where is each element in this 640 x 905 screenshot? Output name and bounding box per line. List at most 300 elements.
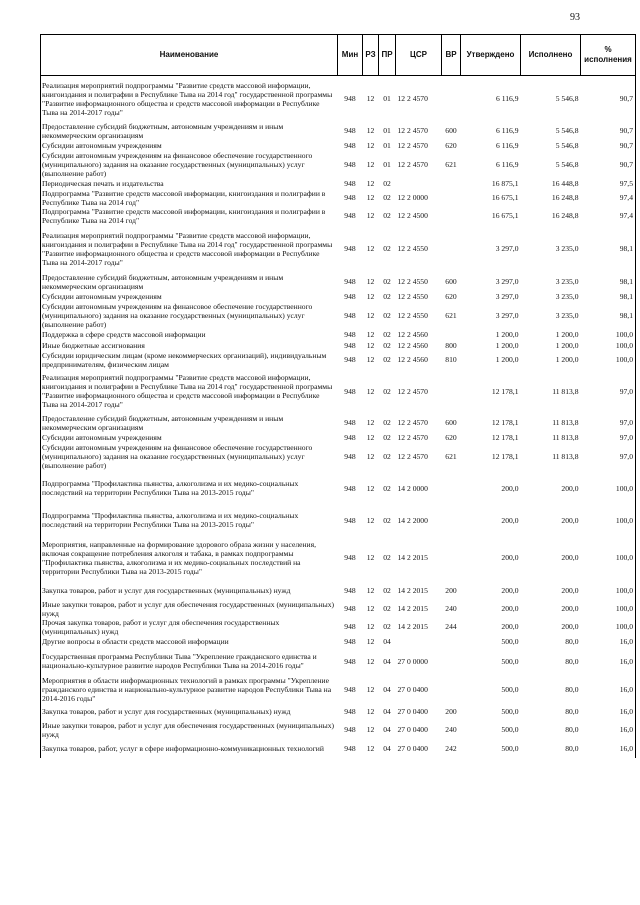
row-rz-cell: 12 [366,432,375,442]
row-executed-cell: 5 546,8 [555,159,579,169]
row-approved-cell: 6 116,9 [496,94,519,104]
row-approved-cell: 6 116,9 [496,126,519,135]
row-vr-cell [442,207,461,225]
row-pr-cell: 01 [383,94,391,104]
row-executed-cell: 200,0 [561,586,579,595]
row-approved-cell: 6 116,9 [496,159,519,169]
budget-table [40,34,636,758]
table-row [41,414,636,432]
row-pct-cell: 97,0 [581,443,636,470]
row-executed-cell: 11 813,8 [552,432,579,442]
col-pct-header: % исполнения [581,35,636,76]
row-pct-cell: 97,0 [581,369,636,414]
row-pct-cell: 16,0 [581,721,636,739]
row-rz-cell: 12 [366,604,375,613]
row-executed-cell: 3 235,0 [555,291,579,301]
row-csr-cell: 12 2 4570 [397,126,428,135]
row-name-cell: Субсидии автономным учреждениям [41,140,338,151]
table-body [41,76,636,758]
row-rz-cell: 12 [366,355,375,364]
row-name-cell: Закупка товаров, работ и услуг для государственных (муниципальных) нужд [41,582,338,600]
table-row [41,273,636,291]
row-pr-cell: 01 [383,140,391,150]
row-pct-cell: 16,0 [581,703,636,721]
row-executed-cell: 200,0 [561,604,579,613]
row-pct-cell: 100,0 [581,470,636,507]
row-rz-cell: 12 [366,483,375,493]
row-name-cell: Предоставление субсидий бюджетным, автономным учреждениям и иным некоммерческим организациям [41,414,338,432]
row-approved-cell: 500,0 [501,684,519,694]
row-name-cell: Другие вопросы в области средств массовой информации [41,636,338,647]
col-approved-header: Утверждено [461,35,521,76]
row-approved-cell: 16 675,1 [491,211,519,220]
row-name-cell: Прочая закупка товаров, работ и услуг для обеспечения государственных (муниципальных) нужд [41,618,338,636]
row-vr-cell: 200 [445,707,457,716]
row-vr-cell [442,534,461,582]
row-csr-cell: 12 2 4550 [397,244,428,253]
row-name-cell: Предоставление субсидий бюджетным, автономным учреждениям и иным некоммерческим организациям [41,122,338,140]
row-min-cell: 948 [344,622,356,631]
row-pct-cell: 98,1 [581,291,636,302]
row-pct-cell: 100,0 [581,340,636,351]
page-number: 93 [570,12,580,23]
row-rz-cell: 12 [366,178,375,188]
row-executed-cell: 11 813,8 [552,418,579,427]
row-vr-cell: 620 [445,291,457,301]
row-pr-cell: 02 [383,553,391,562]
row-executed-cell: 3 235,0 [555,277,579,286]
table-row [41,443,636,470]
row-rz-cell: 12 [366,515,375,525]
row-pr-cell: 01 [383,159,391,169]
row-approved-cell: 200,0 [501,515,519,525]
row-rz-cell: 12 [366,725,375,734]
row-rz-cell: 12 [366,126,375,135]
row-pct-cell: 100,0 [581,600,636,618]
row-name-cell: Подпрограмма "Развитие средств массовой информации, книгоиздания и полиграфии в Республике Тыва на 2014 год" [41,207,338,225]
row-name-cell: Закупка товаров, работ и услуг для государственных (муниципальных) нужд [41,703,338,721]
row-vr-cell [442,470,461,507]
row-min-cell: 948 [344,277,356,286]
table-row [41,76,636,122]
row-pr-cell: 04 [383,636,391,646]
table-row [41,207,636,225]
row-pr-cell: 01 [383,126,391,135]
row-pct-cell: 97,4 [581,189,636,207]
row-min-cell: 948 [344,159,356,169]
table-row [41,369,636,414]
row-pr-cell: 02 [383,386,391,396]
row-executed-cell: 80,0 [565,707,579,716]
row-executed-cell: 200,0 [561,515,579,525]
table-row [41,647,636,676]
table-row [41,470,636,507]
row-rz-cell: 12 [366,636,375,646]
row-approved-cell: 200,0 [501,483,519,493]
row-executed-cell: 80,0 [565,636,579,646]
row-vr-cell [442,676,461,703]
table-row [41,703,636,721]
row-csr-cell: 27 0 0400 [397,725,428,734]
row-csr-cell: 27 0 0000 [397,656,428,666]
row-executed-cell: 16 248,8 [551,193,579,202]
row-pct-cell: 100,0 [581,507,636,534]
table-row [41,600,636,618]
row-pct-cell: 90,7 [581,140,636,151]
row-executed-cell: 16 448,8 [551,178,579,188]
row-approved-cell: 500,0 [501,656,519,666]
row-min-cell: 948 [344,355,356,364]
row-approved-cell: 1 200,0 [495,340,519,350]
row-name-cell: Иные закупки товаров, работ и услуг для обеспечения государственных (муниципальных) нужд [41,721,338,739]
row-csr-cell: 27 0 0400 [397,707,428,716]
row-csr-cell: 14 2 2000 [397,515,428,525]
row-executed-cell: 1 200,0 [555,340,579,350]
row-vr-cell [442,507,461,534]
table-row [41,507,636,534]
row-min-cell: 948 [344,586,356,595]
row-min-cell: 948 [344,684,356,694]
row-pr-cell: 02 [383,432,391,442]
table-row [41,534,636,582]
row-name-cell: Субсидии автономным учреждениям на финансовое обеспечение государственного (муниципального) задания на оказание государственных (муниципальных) услуг (выполнение работ) [41,302,338,329]
row-rz-cell: 12 [366,329,375,339]
row-rz-cell: 12 [366,656,375,666]
col-name-header: Наименование [41,35,338,76]
row-vr-cell: 240 [445,604,457,613]
col-rz-header: РЗ [363,35,379,76]
table-row [41,122,636,140]
row-pct-cell: 98,1 [581,225,636,273]
row-min-cell: 948 [344,386,356,396]
row-rz-cell: 12 [366,451,375,461]
row-executed-cell: 80,0 [565,684,579,694]
row-name-cell: Иные бюджетные ассигнования [41,340,338,351]
row-vr-cell: 242 [445,743,457,753]
row-rz-cell: 12 [366,291,375,301]
row-approved-cell: 200,0 [501,586,519,595]
col-executed-header: Исполнено [521,35,581,76]
row-pr-cell: 02 [383,277,391,286]
row-rz-cell: 12 [366,244,375,253]
row-pct-cell: 100,0 [581,618,636,636]
row-name-cell: Подпрограмма "Профилактика пьянства, алкоголизма и их медико-социальных последствий на территории Республики Тыва на 2013-2015 годы" [41,470,338,507]
row-name-cell: Реализация мероприятий подпрограммы "Развитие средств массовой информации, книгоиздания и полиграфии в Республике Тыва на 2014 год" государственной программы "Развитие информационного общества и средств массовой информации в Республике Тыва на 2014-2017 годы" [41,369,338,414]
row-vr-cell: 620 [445,140,457,150]
row-approved-cell: 12 178,1 [491,418,519,427]
row-approved-cell: 500,0 [501,636,519,646]
row-vr-cell [442,189,461,207]
row-csr-cell: 12 2 4570 [397,451,428,461]
row-csr-cell: 12 2 4500 [397,211,428,220]
row-min-cell: 948 [344,178,356,188]
row-vr-cell [442,636,461,647]
row-min-cell: 948 [344,636,356,646]
row-name-cell: Мероприятия в области информационных технологий в рамках программы "Укрепление гражданского единства и национально-культурное развитие народов Республики Тыва на 2014-2016 годы" [41,676,338,703]
row-pr-cell: 02 [383,586,391,595]
table-row [41,676,636,703]
row-min-cell: 948 [344,483,356,493]
row-csr-cell: 27 0 0400 [397,684,428,694]
table-row [41,582,636,600]
row-name-cell: Субсидии автономным учреждениям на финансовое обеспечение государственного (муниципального) задания на оказание государственных (муниципальных) услуг (выполнение работ) [41,151,338,178]
row-rz-cell: 12 [366,277,375,286]
row-pr-cell: 04 [383,656,391,666]
row-pr-cell: 02 [383,355,391,364]
row-approved-cell: 3 297,0 [495,310,519,320]
row-min-cell: 948 [344,743,356,753]
row-pr-cell: 02 [383,178,391,188]
row-approved-cell: 12 178,1 [491,451,519,461]
row-min-cell: 948 [344,193,356,202]
col-vr-header: ВР [442,35,461,76]
row-pct-cell: 100,0 [581,534,636,582]
row-pct-cell: 97,0 [581,432,636,443]
table-row [41,721,636,739]
row-rz-cell: 12 [366,622,375,631]
row-rz-cell: 12 [366,310,375,320]
row-name-cell: Закупка товаров, работ, услуг в сфере информационно-коммуникационных технологий [41,739,338,758]
row-min-cell: 948 [344,291,356,301]
row-min-cell: 948 [344,432,356,442]
row-min-cell: 948 [344,725,356,734]
row-csr-cell: 12 2 4560 [397,329,428,339]
row-csr-cell: 12 2 4570 [397,140,428,150]
row-approved-cell: 500,0 [501,743,519,753]
row-rz-cell: 12 [366,418,375,427]
row-vr-cell: 621 [445,451,457,461]
table-row [41,151,636,178]
row-min-cell: 948 [344,707,356,716]
row-pct-cell: 16,0 [581,676,636,703]
row-approved-cell: 3 297,0 [495,277,519,286]
row-pr-cell: 02 [383,604,391,613]
row-min-cell: 948 [344,418,356,427]
row-csr-cell: 12 2 0000 [397,193,428,202]
row-pct-cell: 100,0 [581,582,636,600]
row-pct-cell: 98,1 [581,273,636,291]
row-rz-cell: 12 [366,159,375,169]
table-row [41,340,636,351]
table-row [41,636,636,647]
row-pct-cell: 100,0 [581,351,636,369]
row-approved-cell: 500,0 [501,725,519,734]
row-vr-cell [442,76,461,122]
row-vr-cell [442,369,461,414]
row-vr-cell: 800 [445,340,457,350]
row-executed-cell: 200,0 [561,483,579,493]
row-executed-cell: 16 248,8 [551,211,579,220]
row-vr-cell: 810 [445,355,457,364]
row-csr-cell: 12 2 4560 [397,355,428,364]
row-vr-cell: 600 [445,277,457,286]
row-name-cell: Иные закупки товаров, работ и услуг для обеспечения государственных (муниципальных) нужд [41,600,338,618]
row-executed-cell: 80,0 [565,656,579,666]
row-pct-cell: 16,0 [581,636,636,647]
row-pr-cell: 02 [383,418,391,427]
row-csr-cell: 14 2 2015 [397,604,428,613]
row-vr-cell: 600 [445,126,457,135]
row-csr-cell: 12 2 4550 [397,310,428,320]
row-pct-cell: 90,7 [581,122,636,140]
row-min-cell: 948 [344,310,356,320]
row-executed-cell: 1 200,0 [555,329,579,339]
table-row [41,351,636,369]
row-vr-cell: 200 [445,586,457,595]
row-pr-cell: 02 [383,515,391,525]
row-rz-cell: 12 [366,553,375,562]
row-min-cell: 948 [344,329,356,339]
row-approved-cell: 12 178,1 [491,386,519,396]
row-csr-cell: 12 2 4570 [397,94,428,104]
row-min-cell: 948 [344,656,356,666]
table-row [41,618,636,636]
row-csr-cell: 14 2 2015 [397,553,428,562]
row-approved-cell: 3 297,0 [495,291,519,301]
row-csr-cell: 14 2 2015 [397,586,428,595]
row-min-cell: 948 [344,604,356,613]
row-rz-cell: 12 [366,211,375,220]
row-approved-cell: 1 200,0 [495,329,519,339]
row-vr-cell [442,225,461,273]
row-min-cell: 948 [344,515,356,525]
row-pr-cell: 02 [383,622,391,631]
row-min-cell: 948 [344,340,356,350]
row-executed-cell: 3 235,0 [555,244,579,253]
row-executed-cell: 80,0 [565,743,579,753]
row-executed-cell: 5 546,8 [555,94,579,104]
row-name-cell: Периодическая печать и издательства [41,178,338,189]
row-approved-cell: 16 675,1 [491,193,519,202]
row-csr-cell: 12 2 4570 [397,418,428,427]
row-csr-cell: 14 2 0000 [397,483,428,493]
row-vr-cell [442,178,461,189]
row-rz-cell: 12 [366,743,375,753]
col-csr-header: ЦСР [396,35,442,76]
row-vr-cell [442,647,461,676]
row-pr-cell: 02 [383,483,391,493]
row-min-cell: 948 [344,451,356,461]
row-csr-cell [396,178,442,189]
row-pct-cell: 16,0 [581,647,636,676]
table-header [41,35,636,76]
table-row [41,140,636,151]
row-csr-cell: 12 2 4550 [397,291,428,301]
row-rz-cell: 12 [366,193,375,202]
row-name-cell: Субсидии юридическим лицам (кроме некоммерческих организаций), индивидуальным предпринимателям, физическим лицам [41,351,338,369]
row-pr-cell: 02 [383,310,391,320]
col-pr-header: ПР [379,35,396,76]
row-pr-cell: 02 [383,244,391,253]
row-name-cell: Мероприятия, направленные на формирование здорового образа жизни у населения, включая сокращение потребления алкоголя и табака, в рамках подпрограммы "Профилактика пьянства, алкоголизма и их медико-социальных последствий на территории Республики Тыва на 2013-2015 годы" [41,534,338,582]
row-min-cell: 948 [344,553,356,562]
row-vr-cell [442,329,461,340]
row-approved-cell: 1 200,0 [495,355,519,364]
row-approved-cell: 200,0 [501,604,519,613]
row-name-cell: Предоставление субсидий бюджетным, автономным учреждениям и иным некоммерческим организациям [41,273,338,291]
row-vr-cell: 621 [445,159,457,169]
table-row [41,178,636,189]
row-vr-cell: 240 [445,725,457,734]
row-executed-cell: 80,0 [565,725,579,734]
row-name-cell: Поддержка в сфере средств массовой информации [41,329,338,340]
row-csr-cell: 12 2 4570 [397,386,428,396]
row-pct-cell: 90,7 [581,76,636,122]
col-min-header: Мин [338,35,363,76]
table-row [41,302,636,329]
row-pct-cell: 100,0 [581,329,636,340]
row-executed-cell: 200,0 [561,553,579,562]
row-name-cell: Подпрограмма "Развитие средств массовой информации, книгоиздания и полиграфии в Республике Тыва на 2014 год" [41,189,338,207]
row-pct-cell: 90,7 [581,151,636,178]
row-rz-cell: 12 [366,140,375,150]
row-pr-cell: 04 [383,725,391,734]
row-rz-cell: 12 [366,684,375,694]
row-approved-cell: 6 116,9 [496,140,519,150]
row-vr-cell: 621 [445,310,457,320]
table-row [41,432,636,443]
row-executed-cell: 1 200,0 [555,355,579,364]
row-min-cell: 948 [344,140,356,150]
row-executed-cell: 200,0 [561,622,579,631]
row-approved-cell: 500,0 [501,707,519,716]
row-pct-cell: 97,0 [581,414,636,432]
row-pct-cell: 97,4 [581,207,636,225]
row-pct-cell: 16,0 [581,739,636,758]
row-csr-cell: 12 2 4570 [397,159,428,169]
row-min-cell: 948 [344,126,356,135]
row-executed-cell: 5 546,8 [555,126,579,135]
row-name-cell: Субсидии автономным учреждениям [41,432,338,443]
row-csr-cell: 14 2 2015 [397,622,428,631]
table-row [41,739,636,758]
row-approved-cell: 200,0 [501,622,519,631]
row-approved-cell: 3 297,0 [495,244,519,253]
row-approved-cell: 12 178,1 [491,432,519,442]
row-pct-cell: 98,1 [581,302,636,329]
row-executed-cell: 11 813,8 [552,386,579,396]
row-rz-cell: 12 [366,707,375,716]
row-vr-cell: 244 [445,622,457,631]
row-pr-cell: 02 [383,291,391,301]
row-name-cell: Субсидии автономным учреждениям [41,291,338,302]
row-min-cell: 948 [344,244,356,253]
row-pct-cell: 97,5 [581,178,636,189]
table-row [41,225,636,273]
row-min-cell: 948 [344,94,356,104]
row-pr-cell: 02 [383,211,391,220]
row-rz-cell: 12 [366,94,375,104]
table-row [41,291,636,302]
row-pr-cell: 04 [383,743,391,753]
row-vr-cell: 600 [445,418,457,427]
row-approved-cell: 16 875,1 [491,178,519,188]
row-rz-cell: 12 [366,586,375,595]
row-csr-cell [396,636,442,647]
row-executed-cell: 3 235,0 [555,310,579,320]
row-name-cell: Государственная программа Республики Тыва "Укрепление гражданского единства и национально-культурное развитие народов Республики Тыва на 2014-2016 годы" [41,647,338,676]
row-pr-cell: 02 [383,451,391,461]
row-pr-cell: 04 [383,684,391,694]
row-vr-cell: 620 [445,432,457,442]
row-csr-cell: 12 2 4570 [397,432,428,442]
row-pr-cell: 02 [383,340,391,350]
row-approved-cell: 200,0 [501,553,519,562]
row-csr-cell: 12 2 4560 [397,340,428,350]
row-csr-cell: 27 0 0400 [397,743,428,753]
table-row [41,329,636,340]
row-name-cell: Реализация мероприятий подпрограммы "Развитие средств массовой информации, книгоиздания и полиграфии в Республике Тыва на 2014 год" государственной программы "Развитие информационного общества и средств массовой информации в Республике Тыва на 2014-2017 годы" [41,76,338,122]
